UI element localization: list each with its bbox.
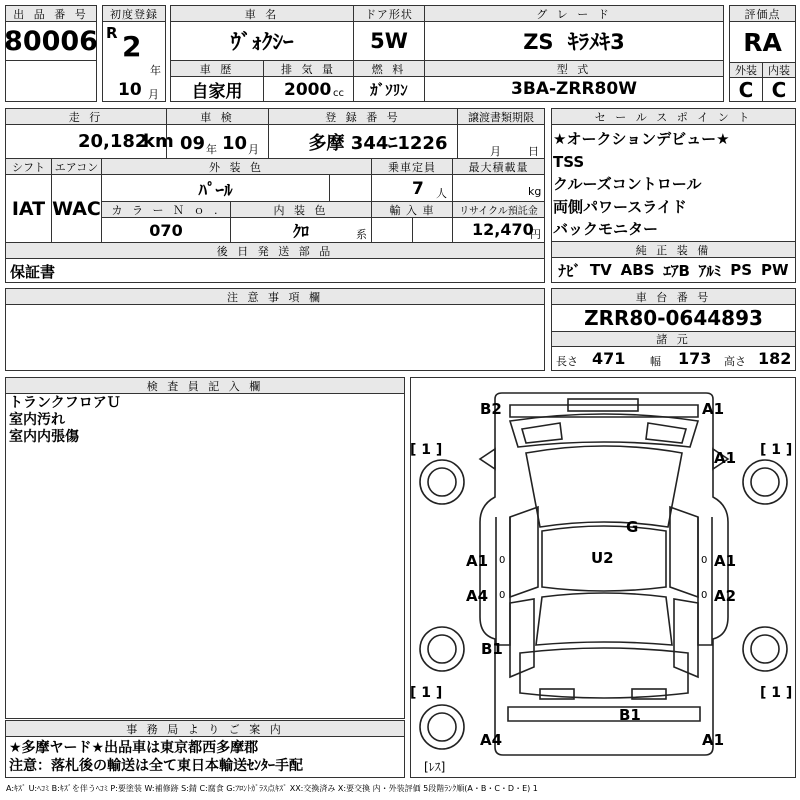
length: 471: [592, 349, 626, 368]
tire-rear-left: [ 1 ]: [410, 685, 443, 701]
car-body-outline: [480, 393, 728, 755]
wheel-front-left-icon: [420, 460, 464, 504]
windshield: [526, 446, 682, 527]
equipment-item: TV: [589, 261, 612, 279]
mark-a2-right: A2: [714, 587, 737, 605]
car-diagram: [410, 377, 796, 778]
plate-label: 登 録 番 号: [268, 108, 458, 125]
interior-grade: C: [771, 77, 787, 102]
load-label: 最大積載量: [452, 158, 545, 175]
sales-points-list: [553, 128, 793, 241]
notes-box: [5, 304, 545, 371]
side-right: [698, 517, 712, 645]
import-sub-box: [412, 217, 453, 243]
mark-a4-left: A4: [466, 587, 489, 605]
rear-windshield: [536, 593, 672, 645]
spare-tire: [ﾚｽ]: [424, 760, 446, 774]
load-unit: kg: [528, 185, 542, 198]
shift: IAT: [11, 197, 46, 220]
width: 173: [678, 349, 712, 368]
transfer-day-unit: 日: [528, 145, 539, 158]
sales-point: クルーズコントロール: [553, 175, 702, 193]
tire-rear-right: [ 1 ]: [760, 685, 793, 701]
plate: 多摩 344ﾆ1226: [308, 132, 448, 154]
mark-a1-left-door: A1: [466, 552, 489, 570]
wheel-rear-right-icon: [743, 627, 787, 671]
year: 2: [122, 30, 142, 63]
model: 3BA-ZRR80W: [511, 79, 637, 99]
office-note: 注意：落札後の輸送は全て東日本輸送ｾﾝﾀｰ手配: [9, 758, 303, 774]
year-unit: 年: [150, 64, 161, 77]
sales-points-label: セ ー ル ス ポ イ ン ト: [551, 108, 796, 125]
equipment-list: [551, 257, 796, 283]
wheel-front-right-icon: [743, 460, 787, 504]
fuel: ｶﾞｿﾘﾝ: [370, 80, 408, 99]
office-note: ★多摩ヤード★出品車は東京都西多摩郡: [9, 740, 259, 756]
equipment-item: PS: [730, 261, 753, 279]
dims-label: 諸 元: [551, 331, 796, 347]
equipment-item: ABS: [620, 261, 655, 279]
shift-label: シフト: [5, 158, 52, 175]
mark-a1-rear-right: A1: [702, 731, 725, 749]
exterior-grade: C: [738, 77, 754, 102]
mileage-label: 走 行: [5, 108, 167, 125]
later-parts-label: 後 日 発 送 部 品: [5, 242, 545, 259]
history: 自家用: [191, 81, 243, 102]
recycle-label: リサイクル預託金: [452, 201, 545, 218]
height: 182: [758, 349, 792, 368]
insp-year: 09: [180, 133, 206, 154]
damage-legend: A:ｷｽﾞ U:ﾍｺﾐ B:ｷｽﾞを伴うﾍｺﾐ P:要塗装 W:補修跡 S:錆 C:腐食 G:ﾌﾛﾝﾄｶﾞﾗｽ点ｷｽﾞ XX:交換済み X:要交換 内・外装評価 5段階ﾗﾝｸ順(A・B・C・D・E) 1: [6, 784, 538, 793]
ext-color-sub-box: [329, 174, 372, 202]
capacity: 7: [412, 179, 424, 199]
model-label: 型 式: [424, 60, 724, 77]
door-label: ドア形状: [353, 5, 425, 22]
later-parts: 保証書: [10, 263, 56, 281]
ext-color-label: 外 装 色: [101, 158, 372, 175]
sales-point: ★オークションデビュー★: [553, 130, 730, 148]
mark-0-left-rear: 0: [499, 590, 506, 601]
capacity-label: 乗車定員: [371, 158, 453, 175]
wheel-rear-left-icon: [420, 627, 464, 671]
history-label: 車 歴: [170, 60, 264, 77]
month: 10: [118, 80, 142, 100]
car-name: ｳﾞｫｸｼｰ: [230, 30, 294, 54]
chassis-label: 車 台 番 号: [551, 288, 796, 305]
recycle: 12,470: [472, 220, 534, 239]
insp-month-unit: 月: [248, 143, 259, 156]
import-box: [371, 217, 413, 243]
era: R: [106, 24, 118, 42]
displacement-label: 排 気 量: [263, 60, 354, 77]
rear-door-left: [510, 599, 534, 677]
inspector-note: トランクフロアＵ: [9, 395, 121, 411]
office-notes: [9, 739, 401, 775]
month-unit: 月: [148, 88, 159, 101]
transfer-month-unit: 月: [490, 145, 501, 158]
mark-a4-rear-left: A4: [480, 731, 503, 749]
notes-label: 注 意 事 項 欄: [5, 288, 545, 305]
inspector-notes: [9, 395, 399, 446]
door: 5W: [370, 29, 408, 53]
headlight-left-icon: [522, 423, 562, 443]
lot-label: 出 品 番 号: [5, 5, 97, 22]
inspector-note: 室内汚れ: [9, 412, 65, 428]
recycle-unit: 円: [530, 228, 541, 241]
front-door-right: [670, 507, 698, 597]
ac: WAC: [52, 197, 101, 220]
ac-label: エアコン: [51, 158, 102, 175]
displacement-unit: cc: [333, 88, 344, 99]
sales-point: バックモニター: [553, 220, 659, 238]
length-label: 長さ: [556, 355, 578, 368]
inspector-label: 検 査 員 記 入 欄: [5, 377, 405, 394]
mark-b1-rear: B1: [619, 706, 641, 724]
mark-a1-front-right: A1: [702, 400, 725, 418]
mark-u2: U2: [591, 549, 614, 567]
score-label: 評価点: [729, 5, 796, 22]
later-parts-box: [5, 258, 545, 283]
int-color-unit: 系: [356, 228, 367, 241]
first-reg-label: 初度登録: [102, 5, 166, 22]
rear-door-right: [674, 599, 698, 677]
score: RA: [743, 27, 782, 57]
front-door-left: [510, 507, 538, 597]
office-label: 事 務 局 よ り ご 案 内: [5, 720, 405, 737]
displacement: 2000: [284, 80, 332, 100]
mark-b2: B2: [480, 400, 502, 418]
car-name-label: 車 名: [170, 5, 354, 22]
headlight-right-icon: [646, 423, 686, 443]
mark-g: G: [626, 518, 639, 536]
transfer-label: 譲渡書類期限: [457, 108, 545, 125]
grade-label: グ レ ー ド: [424, 5, 724, 22]
tire-front-left: [ 1 ]: [410, 442, 443, 458]
side-left: [496, 517, 510, 645]
mark-0-right-door: 0: [701, 555, 708, 566]
equipment-label: 純 正 装 備: [551, 241, 796, 258]
int-color: ｸﾛ: [292, 221, 309, 241]
mark-a1-right-door: A1: [714, 552, 737, 570]
inspection-label: 車 検: [166, 108, 269, 125]
import-label: 輸 入 車: [371, 201, 453, 218]
color-no: 070: [149, 220, 183, 240]
inspector-note: 室内内張傷: [9, 429, 79, 445]
chassis-number: ZRR80-0644893: [584, 306, 763, 330]
insp-year-unit: 年: [206, 143, 217, 156]
sales-point: 両側パワースライド: [553, 197, 687, 216]
equipment-item: ｴｱB: [663, 261, 690, 280]
exterior-label: 外装: [729, 62, 763, 78]
mark-a1-right-fender: A1: [714, 449, 737, 467]
mark-0-right-rear: 0: [701, 590, 708, 601]
ext-color: ﾊﾟｰﾙ: [198, 180, 233, 201]
lot-number: 80006: [4, 25, 98, 57]
mileage-unit: km: [143, 131, 174, 152]
mirror-left-icon: [480, 449, 495, 469]
mileage: 20,182: [78, 131, 148, 152]
mark-b1-left-rear: B1: [481, 640, 503, 658]
grade: ZS ｷﾗﾒｷ3: [523, 30, 625, 54]
int-color-label: 内 装 色: [230, 201, 372, 218]
equipment-item: ｱﾙﾐ: [698, 261, 722, 280]
tire-front-right: [ 1 ]: [760, 442, 793, 458]
fuel-label: 燃 料: [353, 60, 425, 77]
width-label: 幅: [650, 355, 661, 368]
sales-point: TSS: [553, 152, 585, 171]
rear-bumper: [508, 707, 700, 721]
equipment-item: ﾅﾋﾞ: [558, 261, 581, 280]
equipment-item: PW: [760, 261, 789, 279]
interior-label: 内装: [762, 62, 796, 78]
mark-0-left-door: 0: [499, 555, 506, 566]
back-door: [520, 648, 688, 698]
capacity-unit: 人: [436, 187, 447, 200]
height-label: 高さ: [724, 355, 746, 368]
insp-month: 10: [222, 133, 248, 154]
lot-lower-box: [5, 60, 97, 102]
spare-wheel-icon: [420, 705, 464, 749]
color-no-label: カ ラ ー Ｎ ｏ .: [101, 201, 231, 218]
